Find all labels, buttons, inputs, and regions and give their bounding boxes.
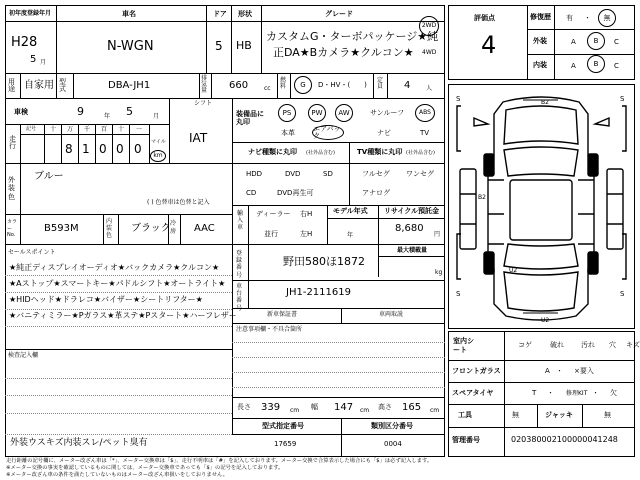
divider [169,98,170,163]
displacement-label: 排気量 [201,75,208,94]
divider [20,73,21,98]
ruled-line [232,372,445,373]
footer-note: ※メーター交換の事実を確認しているものに関しては、メーター交換車であっても「$」の記号を記入しております。 [6,465,284,471]
ruled-line [5,326,232,327]
footer-note: ※メーター改ざん車の条件を満たしていないものはメーター改ざん車扱いをしておりません。 [6,472,228,478]
spare-repair-kit: 修理KIT [566,390,588,397]
mileage-digit: 1 [82,142,90,156]
mileage-unit-mile: マイル [151,139,166,145]
exterior-grade-a: A [571,38,576,46]
divider [112,124,113,163]
manual-label: 車両取説 [379,311,404,318]
navi-title-note: (社外品含む) [306,150,335,156]
score-value: 4 [481,31,497,59]
repair-none-circle: 無 [598,9,616,27]
mileage-digit: 0 [99,142,107,156]
spare-tire-label: スペアタイヤ [452,389,494,397]
divider [387,73,388,98]
exterior-grade-c: C [614,38,619,46]
divider [5,21,445,22]
divider [290,73,291,98]
digit-header: 万 [67,126,74,133]
divider [232,163,445,164]
grade-label: グレード [325,10,353,18]
navi-item: HDD [246,170,263,178]
interior-grade-c: C [614,62,619,70]
seats-unit: 人 [426,85,433,92]
max-load-unit: kg [435,269,443,276]
divider [504,331,505,457]
sales-point-line: ★純正ディスプレイオーディオ★バックカメラ★クルコン★ [9,263,220,272]
digit-header: 一 [136,126,143,133]
divider [527,54,635,55]
ruled-line [5,309,232,310]
usage-value: 自家用 [24,80,54,91]
width-value: 147 [334,402,354,413]
divider [373,73,374,98]
inspection-label: 車検 [14,108,28,116]
equipment-sunroof: サンルーフ [370,109,405,117]
warranty-label: 新車保証書 [267,311,298,318]
divider [448,382,635,383]
first-registration-month: 5 [30,54,37,65]
inspection-month-unit: 月 [153,113,160,120]
divider [211,73,212,98]
drive-2wd-circle: 2WD [419,16,439,36]
diagram-label: U2 [509,267,518,274]
divider [232,98,233,434]
recycle-label: リサイクル預託金 [384,207,440,215]
seat-item: 穴 [609,341,616,349]
category-number-value: 0004 [384,440,402,448]
ac-label: 冷房 [170,220,177,235]
divider [448,427,635,428]
chassis-value: JH1-2111619 [286,287,351,298]
chassis-label: 車台番号 [236,283,243,312]
ruled-line [5,275,232,276]
divider [61,124,62,163]
divider [378,205,379,277]
diagram-label: B2 [541,99,549,106]
shift-value: IAT [189,131,208,145]
import-parallel: 並行 [264,230,278,238]
navi-item: DVD再生可 [277,189,314,197]
divider [5,73,445,74]
mileage-km-circle: km [150,150,166,162]
divider [277,73,278,98]
divider [5,124,169,125]
width-unit: cm [360,407,370,414]
seat-item: 破れ [550,341,564,349]
divider [232,418,445,419]
sales-points-label: セールスポイント [8,249,56,256]
exterior-color-value: ブルー [34,171,64,182]
mileage-digit: 0 [134,142,142,156]
divider [103,214,104,244]
divider [232,244,445,245]
ruled-line [5,434,232,435]
repair-yes: 有 [566,14,573,22]
divider [95,124,96,163]
seat-label: 室内シート [453,337,474,355]
equipment-tv: TV [420,129,430,137]
model-year-unit: 年 [347,232,354,239]
seat-item: キズ [626,341,640,349]
divider [20,163,21,214]
equipment-pw-circle: PW [308,104,326,122]
width-label: 幅 [311,403,318,411]
sales-point-line: ★Aストップ★スマートキー★パドルシフト★オートライト★ [9,279,226,288]
diagram-label: S [456,95,461,103]
divider [327,218,445,219]
tools-value: 無 [512,411,519,419]
interior-grade-label: 内装 [533,61,547,69]
model-label: 車名 [122,10,136,18]
divider [554,5,555,80]
mileage-digit: 0 [116,142,124,156]
seats-value: 4 [404,80,411,91]
import-label: 輸入車 [237,210,244,232]
equipment-ps-circle: PS [278,104,296,122]
divider [206,5,207,73]
length-unit: cm [290,407,300,414]
grade-line-1: カスタムG・ターボパッケージ★純 [266,30,439,43]
divider [232,323,445,324]
glass-label: フロントガラス [452,367,501,375]
displacement-unit: cc [264,85,271,92]
equipment-leather: 本革 [281,129,295,137]
month-unit: 月 [40,59,47,66]
divider [527,5,528,80]
glass-a: A [545,367,550,375]
digit-header: 十 [118,126,125,133]
length-value: 339 [261,402,281,413]
divider [20,214,21,244]
divider [180,214,181,244]
tv-title-note: (社外品含む) [406,150,435,156]
navi-title: ナビ種類に丸印 [248,148,297,156]
spare-separator: ・ [592,389,599,397]
height-unit: cm [430,407,440,414]
tv-title: TV種類に丸印 [357,148,403,156]
displacement-value: 660 [229,80,249,91]
height-label: 高さ [378,403,392,411]
registration-label: 登録番号 [236,250,243,279]
divider [78,124,79,163]
divider [232,142,445,143]
divider [73,73,74,98]
seat-item: 汚れ [581,341,595,349]
ruled-line [232,387,445,388]
divider [448,360,635,361]
exterior-grade-label: 外装 [533,37,547,45]
doors-value: 5 [215,39,223,53]
diagram-label: S [620,95,625,103]
first-registration-label: 初年度登録年月 [9,10,52,17]
jack-label: ジャッキ [545,411,573,419]
model-value: N-WGN [107,39,154,54]
mileage-code-label: 記号 [26,126,37,132]
ruled-line [5,395,232,396]
shape-label: 形状 [238,10,252,18]
digit-header: 百 [101,126,108,133]
interior-color-label: 内装色 [106,218,113,240]
navi-item: DVD [285,170,301,178]
fuel-others: D・HV・( ) [318,81,367,89]
shift-label: シフト [194,100,213,107]
divider [5,98,445,99]
type-designation-label: 型式指定番号 [262,422,304,430]
ruled-line [232,342,445,343]
sales-point-line: ★HIDヘッド★ドラレコ★バイザー★シートリフター★ [9,295,203,304]
diagram-label: U2 [541,317,550,324]
navi-item: SD [323,170,333,178]
category-number-label: 類別区分番号 [371,422,413,430]
divider [20,124,21,163]
equipment-aw-circle: AW [335,104,353,122]
notes-label: 注意事項欄・不具合箇所 [236,326,303,333]
mileage-label: 走行 [9,135,16,150]
doors-label: ドア [213,10,227,18]
divider [341,308,342,323]
divider [248,244,249,308]
jack-value: 無 [604,411,611,419]
interior-grade-a: A [571,62,576,70]
fuel-label: 燃料 [280,77,287,90]
divider [448,404,635,405]
type-designation-value: 17659 [274,440,297,448]
drive-4wd: 4WD [422,49,437,56]
seats-label: 定員 [377,77,384,90]
ruled-line [5,292,232,293]
digit-header: 千 [84,126,91,133]
ruled-line [5,378,232,379]
exterior-grade-b-circle: B [587,32,605,50]
shape-value: HB [236,39,252,52]
glass-separator: ・ [556,367,563,375]
glass-replace: ×要入 [574,367,594,375]
height-value: 165 [402,402,422,413]
ruled-line [5,413,232,414]
spare-tire-t: T [532,389,537,397]
length-label: 長さ [237,403,251,411]
inspection-month: 5 [126,105,133,118]
tv-item: フルセグ [362,170,390,178]
sales-point-line: ★バニティミラー★Pガラス★革ステ★Pスタート★ハーフレザー [9,311,237,320]
divider [5,163,232,164]
recycle-value: 8,680 [395,223,424,234]
divider [56,5,57,98]
equipment-abs-circle: ABS [415,104,435,122]
fuel-g-circle: G [294,76,312,94]
equipment-airbag-circle: エアバック [312,125,344,140]
usage-label: 用途 [8,78,15,93]
exterior-color-label: 外装色 [8,176,15,201]
inspection-year-unit: 年 [104,113,111,120]
tv-item: ワンセグ [406,170,434,178]
divider [232,434,445,435]
recycle-unit: 円 [434,231,441,238]
inspector-notes-label: 検査記入欄 [8,352,39,359]
spare-missing: 欠 [610,389,617,397]
interior-color-value: ブラック [131,223,171,234]
divider [537,404,538,427]
repair-label: 修復歴 [530,13,551,21]
digit-header: 十 [50,126,57,133]
management-number-label: 管理番号 [452,436,480,444]
divider [378,256,445,257]
registration-value: 野田580ほ1872 [283,255,365,268]
score-label: 評価点 [474,14,495,22]
divider [232,397,445,398]
divider [232,280,445,281]
mileage-digit: 8 [65,142,73,156]
divider [582,404,583,427]
divider [231,5,232,73]
diagram-label: S [620,290,625,298]
divider [5,349,232,350]
type-value: DBA-JH1 [108,80,151,91]
equipment-label: 装備品に丸印 [236,110,264,127]
handle-left: 左H [300,230,313,238]
management-number-value: 020380002100000041248 [511,435,618,444]
equipment-navi: ナビ [377,129,391,137]
divider [327,205,328,244]
divider [527,29,635,30]
max-load-label: 最大積載量 [397,247,428,254]
divider [199,73,200,98]
tools-label: 工具 [458,411,472,419]
model-year-label: モデル年式 [333,207,368,215]
car-diagram [448,84,635,329]
grade-line-2: 正DA★Bカメラ★クルコン★ [273,46,414,59]
diagram-label: S [456,290,461,298]
first-registration-year: H28 [11,35,38,50]
divider [44,124,45,163]
ruled-line [232,357,445,358]
divider [248,205,249,244]
spare-separator: ・ [547,389,554,397]
divider [261,5,262,73]
divider [129,124,130,163]
tv-item: アナログ [362,189,390,197]
divider [232,205,445,206]
import-dealer: ディーラー [256,210,291,218]
color-code-value: B593M [44,223,79,234]
inspection-year: 9 [77,105,84,118]
inspector-notes-text: 外装ウスキズ内装スレ/ペット臭有 [10,438,148,448]
color-code-label: カラーNo. [7,219,18,238]
navi-item: CD [246,189,257,197]
seat-item: コゲ [518,341,532,349]
handle-right: 右H [300,210,313,218]
exterior-color-note: ( ) 色替車は色替と記入 [147,199,210,206]
diagram-label: B2 [478,194,486,201]
type-label: 型式 [59,78,66,93]
divider [232,308,445,309]
divider [118,214,119,244]
repair-separator: ・ [584,14,591,22]
divider [5,244,232,245]
divider [349,142,350,205]
interior-grade-b-circle: B [587,55,605,73]
ac-value: AAC [194,223,215,234]
footer-note: 走行距離の記号欄に、メーター改ざん車は「*」、メーター交換車は「$」、走行不明車は「#」を記入しております。メーター交換で合算表示した場合にも「$」は必ず記入します。 [6,458,433,464]
divider [341,418,342,457]
